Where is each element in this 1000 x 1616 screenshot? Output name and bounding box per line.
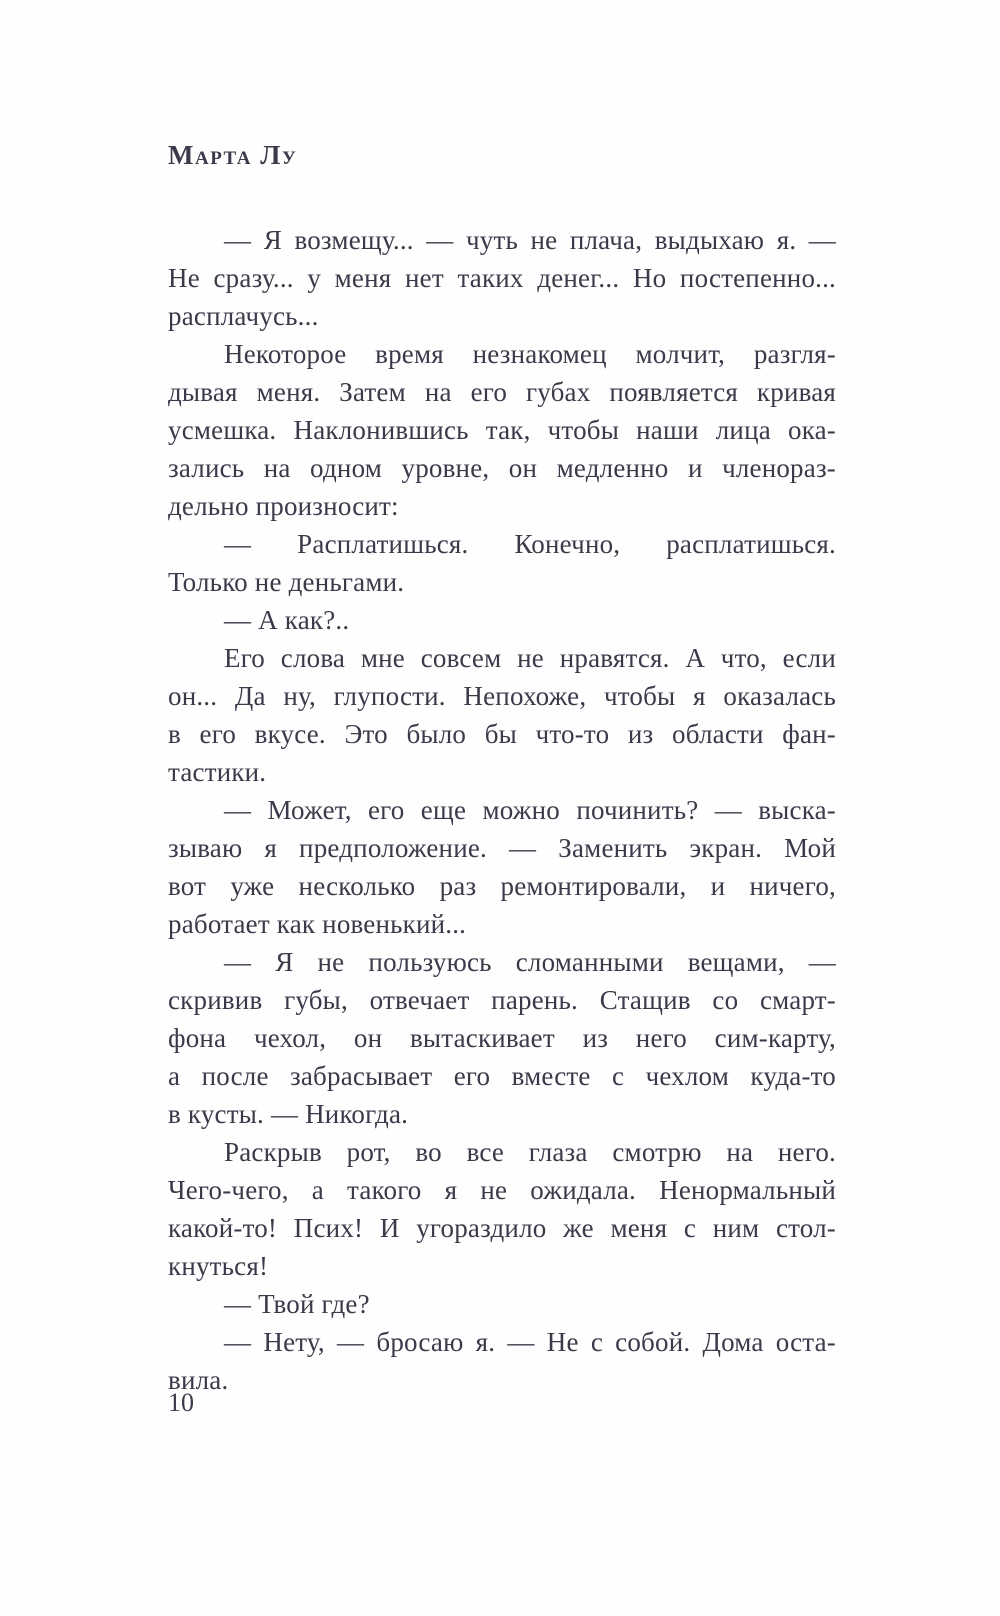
text-line: дывая меня. Затем на его губах появляется кривая: [168, 377, 836, 407]
text-line: Чего-чего, а такого я не ожидала. Ненормальный: [168, 1175, 836, 1205]
running-header-author: Марта Лу: [168, 140, 298, 170]
text-line: вот уже несколько раз ремонтировали, и ничего,: [168, 871, 836, 901]
text-line: расплачусь...: [168, 301, 319, 331]
text-line: — Нету, — бросаю я. — Не с собой. Дома оста-: [224, 1327, 836, 1357]
text-line: — Расплатишься. Конечно, расплатишься.: [224, 529, 836, 559]
text-line: Не сразу... у меня нет таких денег... Но постепенно...: [168, 263, 836, 293]
text-line: дельно произносит:: [168, 491, 399, 521]
text-line: — Может, его еще можно починить? — выска-: [224, 795, 836, 825]
text-line: скривив губы, отвечает парень. Стащив со смарт-: [168, 985, 836, 1015]
text-line: какой-то! Псих! И угораздило же меня с ним стол-: [168, 1213, 836, 1243]
text-line: он... Да ну, глупости. Непохоже, чтобы я оказалась: [168, 681, 836, 711]
text-line: Раскрыв рот, во все глаза смотрю на него.: [224, 1137, 836, 1167]
text-line: усмешка. Наклонившись так, чтобы наши лица ока-: [168, 415, 836, 445]
text-line: в его вкусе. Это было бы что-то из области фан-: [168, 719, 836, 749]
text-line: Только не деньгами.: [168, 567, 405, 597]
text-line: — Я не пользуюсь сломанными вещами, —: [224, 947, 836, 977]
text-line: — Твой где?: [224, 1289, 370, 1319]
text-line: в кусты. — Никогда.: [168, 1099, 409, 1129]
text-line: — А как?..: [224, 605, 350, 635]
text-block: [168, 221, 836, 1399]
text-line: Его слова мне совсем не нравятся. А что, если: [224, 643, 836, 673]
text-line: Некоторое время незнакомец молчит, разгля-: [224, 339, 836, 369]
text-line: тастики.: [168, 757, 267, 787]
text-line: а после забрасывает его вместе с чехлом куда-то: [168, 1061, 836, 1091]
page-number: 10: [168, 1388, 194, 1417]
text-line: зались на одном уровне, он медленно и членораз-: [168, 453, 836, 483]
text-line: — Я возмещу... — чуть не плача, выдыхаю я. —: [224, 225, 836, 255]
text-line: вила.: [168, 1365, 229, 1395]
text-line: фона чехол, он вытаскивает из него сим-карту,: [168, 1023, 836, 1053]
text-line: зываю я предположение. — Заменить экран. Мой: [168, 833, 836, 863]
text-line: кнуться!: [168, 1251, 269, 1281]
text-line: работает как новенький...: [168, 909, 467, 939]
